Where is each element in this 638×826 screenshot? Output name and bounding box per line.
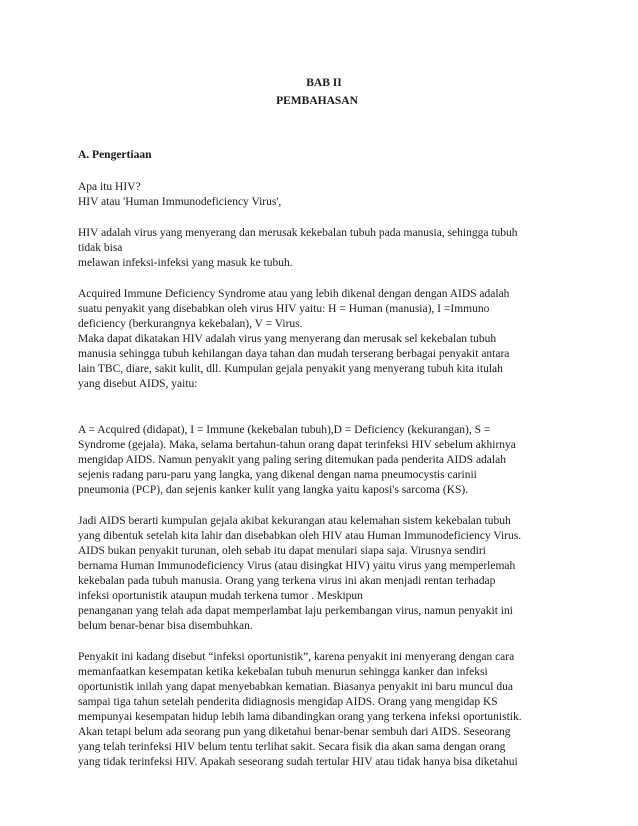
text-line: bernama Human Immunodeficiency Virus (atau disingkat HIV) yaitu virus yang memperlemah — [78, 560, 516, 572]
paragraph-definition — [78, 226, 556, 271]
text-line: infeksi oportunistik ataupun mudah terkena tumor . Meskipun — [78, 590, 363, 602]
text-line: sampai tiga tahun setelah penderita didiagnosis mengidap AIDS. Orang yang mengidap KS — [78, 696, 498, 708]
text-line: mengidap AIDS. Namun penyakit yang paling sering ditemukan pada penderita AIDS adalah — [78, 454, 506, 466]
chapter-subheading: PEMBAHASAN — [276, 95, 358, 107]
section-title: A. Pengertiaan — [78, 149, 152, 161]
text-line: Jadi AIDS berarti kumpulan gejala akibat kekurangan atau kelemahan sistem kekebalan tubuh — [78, 515, 511, 527]
text-line: Akan tetapi belum ada seorang pun yang diketahui benar-benar sembuh dari AIDS. Seseorang — [78, 726, 511, 738]
text-line: sejenis radang paru-paru yang langka, yang dikenal dengan nama pneumocystis carinii — [78, 469, 477, 481]
text-line: pneumonia (PCP), dan sejenis kanker kulit yang langka yaitu kaposi's sarcoma (KS). — [78, 484, 469, 496]
text-line: HIV adalah virus yang menyerang dan merusak kekebalan tubuh pada manusia, sehingga tubuh — [78, 227, 518, 239]
text-line: oportunistik inilah yang dapat menyebabkan kematian. Biasanya penyakit ini baru muncul dua — [78, 681, 513, 693]
text-line: yang disebut AIDS, yaitu: — [78, 378, 198, 390]
text-line: Syndrome (gejala). Maka, selama bertahun-tahun orang dapat terinfeksi HIV sebelum akhirnya — [78, 439, 516, 451]
paragraph-meaning — [78, 514, 556, 634]
chapter-heading: BAB II — [306, 77, 342, 89]
text-line: deficiency (berkurangnya kekebalan), V = Virus. — [78, 318, 303, 330]
text-line: kekebalan pada tubuh manusia. Orang yang terkena virus ini akan menjadi rentan terhadap — [78, 575, 496, 587]
text-line: yang dibentuk setelah kita lahir dan disebabkan oleh HIV atau Human Immunodeficiency Virus. — [78, 530, 522, 542]
text-line: Penyakit ini kadang disebut “infeksi oportunistik”, karena penyakit ini menyerang dengan cara — [78, 651, 515, 663]
text-line: tidak bisa — [78, 242, 123, 254]
text-line: HIV atau 'Human Immunodeficiency Virus', — [78, 196, 282, 208]
text-line: memanfaatkan kesempatan ketika kekebalan tubuh menurun sehingga kanker dan infeksi — [78, 666, 488, 678]
text-line: Apa itu HIV? — [78, 181, 141, 193]
text-line: penanganan yang telah ada dapat memperlambat laju perkembangan virus, namun penyakit ini — [78, 605, 513, 617]
text-line: mempunyai kesempatan hidup lebih lama dibandingkan orang yang terkena infeksi oportunistik. — [78, 711, 522, 723]
text-line: melawan infeksi-infeksi yang masuk ke tubuh. — [78, 257, 293, 269]
text-line: belum benar-benar bisa disembuhkan. — [78, 620, 253, 632]
text-line: Acquired Immune Deficiency Syndrome atau yang lebih dikenal dengan dengan AIDS adalah — [78, 288, 510, 300]
text-line: yang tidak terinfeksi HIV. Apakah seseorang sudah tertular HIV atau tidak hanya bisa diketahui — [78, 756, 518, 768]
paragraph-opportunistic — [78, 650, 556, 770]
text-line: A = Acquired (didapat), I = Immune (kekebalan tubuh),D = Deficiency (kekurangan), S = — [78, 424, 491, 436]
text-line: AIDS bukan penyakit turunan, oleh sebab itu dapat menulari siapa saja. Virusnya sendiri — [78, 545, 486, 557]
text-line: lain TBC, diare, sakit kulit, dll. Kumpulan gejala penyakit yang menyerang tubuh kita itulah — [78, 363, 503, 375]
text-line: yang telah terinfeksi HIV belum tentu terlihat sakit. Secara fisik dia akan sama dengan orang — [78, 741, 506, 753]
paragraph-aids — [78, 287, 556, 392]
paragraph-acronym — [78, 423, 556, 498]
paragraph-intro — [78, 180, 556, 210]
text-line: Maka dapat dikatakan HIV adalah virus yang menyerang dan merusak sel kekebalan tubuh — [78, 333, 497, 345]
text-line: suatu penyakit yang disebabkan oleh virus HIV yaitu: H = Human (manusia), I =Immuno — [78, 303, 490, 315]
text-line: manusia sehingga tubuh kehilangan daya tahan dan mudah terserang berbagai penyakit antara — [78, 348, 510, 360]
